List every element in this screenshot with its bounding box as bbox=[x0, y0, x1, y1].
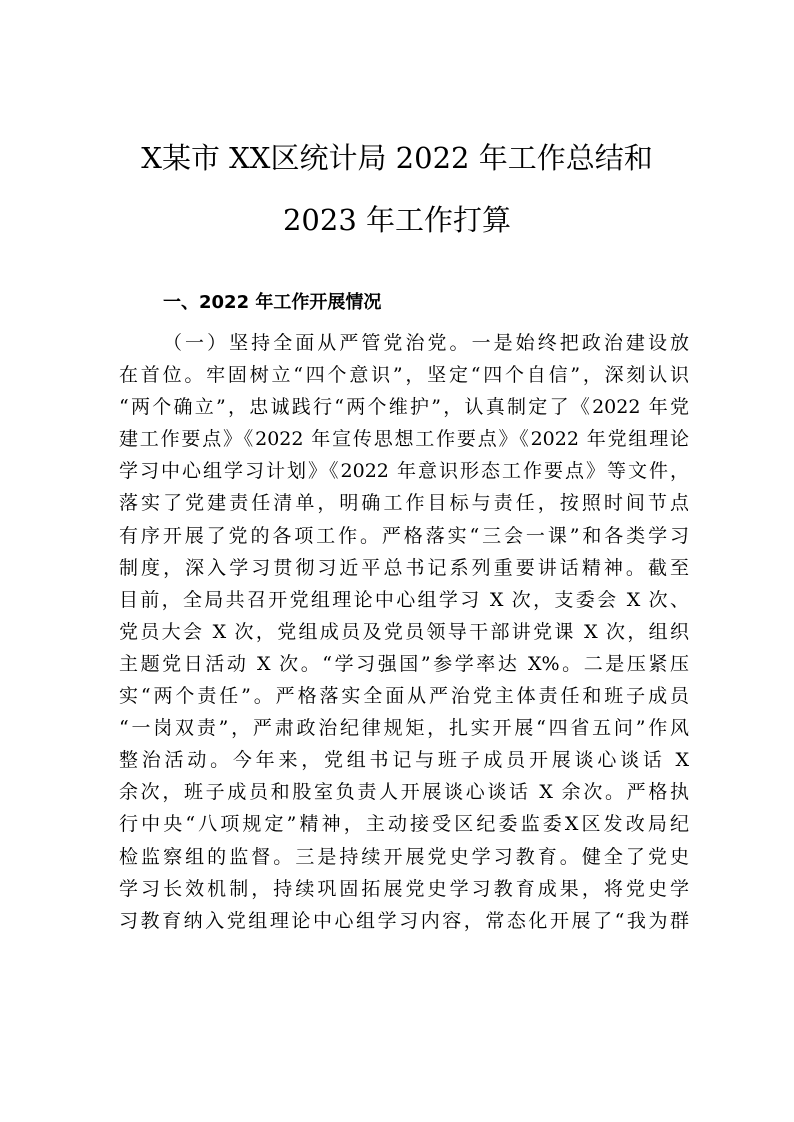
body-line: 有序开展了党的各项工作。严格落实“三会一课”和各类学习 bbox=[119, 524, 689, 547]
section-heading: 一、2022 年工作开展情况 bbox=[163, 292, 382, 313]
body-line: 在首位。牢固树立“四个意识”，坚定“四个自信”，深刻认识 bbox=[119, 364, 689, 387]
body-line: 实“两个责任”。严格落实全面从严治党主体责任和班子成员 bbox=[119, 685, 689, 708]
body-line: 学习中心组学习计划》《2022 年意识形态工作要点》等文件， bbox=[119, 460, 689, 483]
body-line: 整治活动。今年来，党组书记与班子成员开展谈心谈话 X bbox=[119, 749, 689, 772]
body-line: 余次，班子成员和股室负责人开展谈心谈话 X 余次。严格执 bbox=[119, 781, 689, 804]
body-paragraph bbox=[119, 327, 689, 937]
document-title-line-1: X某市 XX区统计局 2022 年工作总结和 bbox=[141, 141, 653, 175]
body-line: 党员大会 X 次，党组成员及党员领导干部讲党课 X 次，组织 bbox=[119, 620, 689, 643]
body-line: 主题党日活动 X 次。“学习强国”参学率达 X%。二是压紧压 bbox=[119, 652, 689, 675]
body-line: （一）坚持全面从严管党治党。一是始终把政治建设放 bbox=[163, 332, 689, 354]
body-line: 习教育纳入党组理论中心组学习内容，常态化开展了“我为群 bbox=[119, 909, 689, 932]
body-line: 建工作要点》《2022 年宣传思想工作要点》《2022 年党组理论 bbox=[119, 428, 689, 451]
body-line: 落实了党建责任清单，明确工作目标与责任，按照时间节点 bbox=[119, 492, 689, 515]
document-title-line-2: 2023 年工作打算 bbox=[282, 203, 512, 237]
body-line: 学习长效机制，持续巩固拓展党史学习教育成果，将党史学 bbox=[119, 877, 689, 900]
body-line: 制度，深入学习贯彻习近平总书记系列重要讲话精神。截至 bbox=[119, 556, 689, 579]
body-line: 目前，全局共召开党组理论中心组学习 X 次，支委会 X 次、 bbox=[119, 588, 689, 611]
body-line: “两个确立”，忠诚践行“两个维护”，认真制定了《2022 年党 bbox=[119, 396, 689, 419]
body-line: “一岗双责”，严肃政治纪律规矩，扎实开展“四省五问”作风 bbox=[119, 717, 689, 740]
body-line: 检监察组的监督。三是持续开展党史学习教育。健全了党史 bbox=[119, 845, 689, 868]
body-line: 行中央“八项规定”精神，主动接受区纪委监委X区发改局纪 bbox=[119, 813, 689, 836]
